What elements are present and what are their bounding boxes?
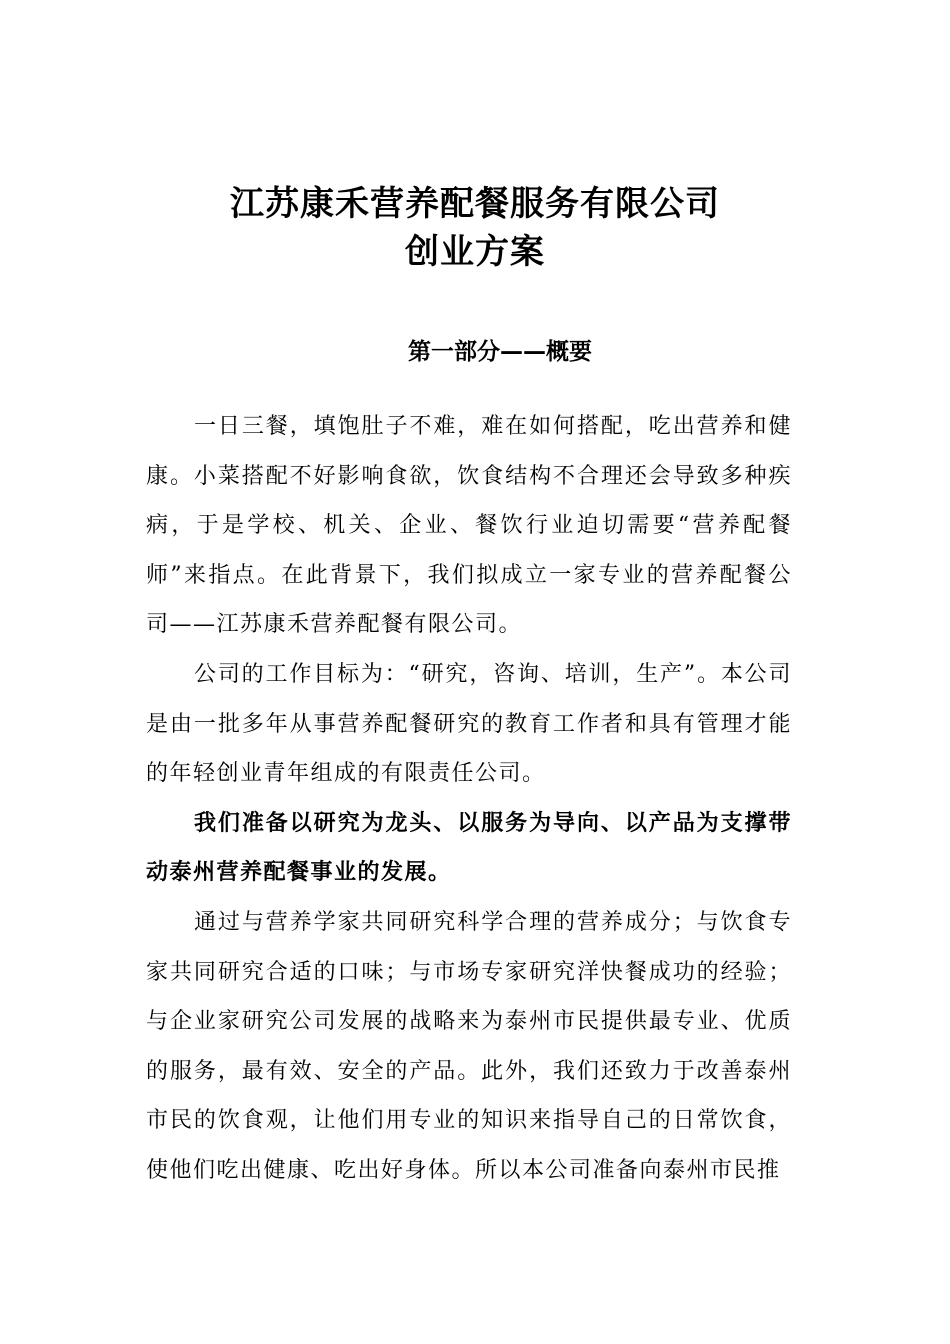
document-body xyxy=(146,402,792,1196)
paragraph-intro: 一日三餐，填饱肚子不难，难在如何搭配，吃出营养和健康。小菜搭配不好影响食欲，饮食结构不合理还会导致多种疾病，于是学校、机关、企业、餐饮行业迫切需要“营养配餐师”来指点。在此背景下，我们拟成立一家专业的营养配餐公司——江苏康禾营养配餐有限公司。 xyxy=(146,414,792,638)
paragraph-approach: 通过与营养学家共同研究科学合理的营养成分；与饮食专家共同研究合适的口味；与市场专家研究洋快餐成功的经验；与企业家研究公司发展的战略来为泰州市民提供最专业、优质的服务，最有效、安全的产品。此外，我们还致力于改善泰州市民的饮食观，让他们用专业的知识来指导自己的日常饮食，使他们吃出健康、吃出好身体。所以本公司准备向泰州市民推 xyxy=(146,909,792,1183)
paragraph-goals: 公司的工作目标为：“研究，咨询、培训，生产”。本公司是由一批多年从事营养配餐研究的教育工作者和具有管理才能的年轻创业青年组成的有限责任公司。 xyxy=(146,661,792,787)
document-title: 江苏康禾营养配餐服务有限公司 xyxy=(230,184,720,224)
paragraph-mission: 我们准备以研究为龙头、以服务为导向、以产品为支撑带动泰州营养配餐事业的发展。 xyxy=(146,810,792,886)
section-heading: 第一部分——概要 xyxy=(408,339,592,365)
document-subtitle: 创业方案 xyxy=(405,232,545,272)
